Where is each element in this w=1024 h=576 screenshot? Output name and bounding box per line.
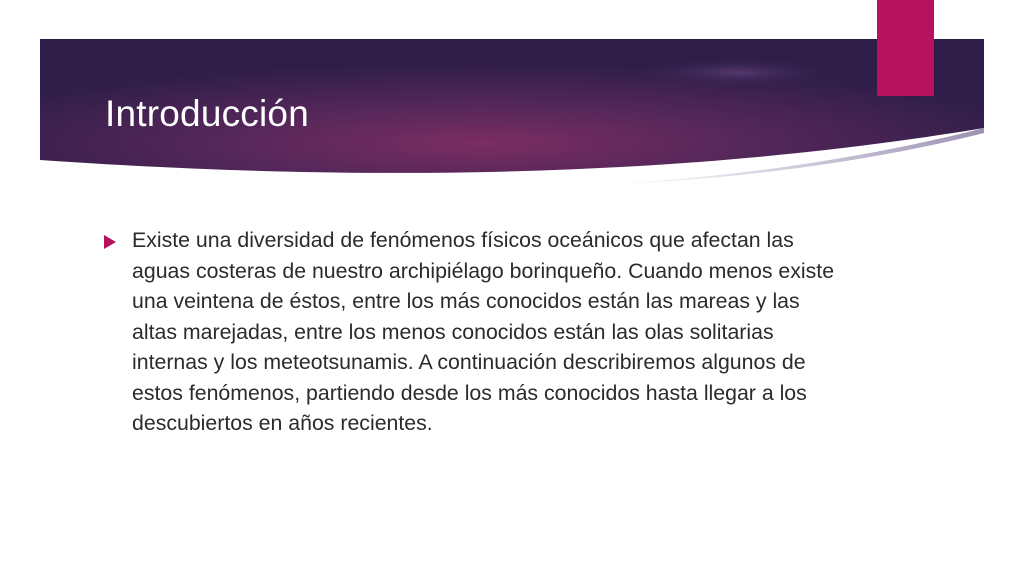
triangle-bullet-icon: [104, 235, 116, 249]
slide-title: Introducción: [105, 93, 309, 134]
bullet-item: [104, 225, 844, 439]
slide-content: [104, 225, 844, 439]
accent-tab: [877, 0, 934, 96]
bullet-text: Existe una diversidad de fenómenos físicos oceánicos que afectan las aguas costeras de nuestro archipiélago borinqueño. Cuando menos existe una veintena de éstos, entre los más conocidos están las mareas y las altas marejadas, entre los menos conocidos están las olas solitarias internas y los meteotsunamis. A continuación describiremos algunos de estos fenómenos, partiendo desde los más conocidos hasta llegar a los descubiertos en años recientes.: [132, 228, 835, 435]
